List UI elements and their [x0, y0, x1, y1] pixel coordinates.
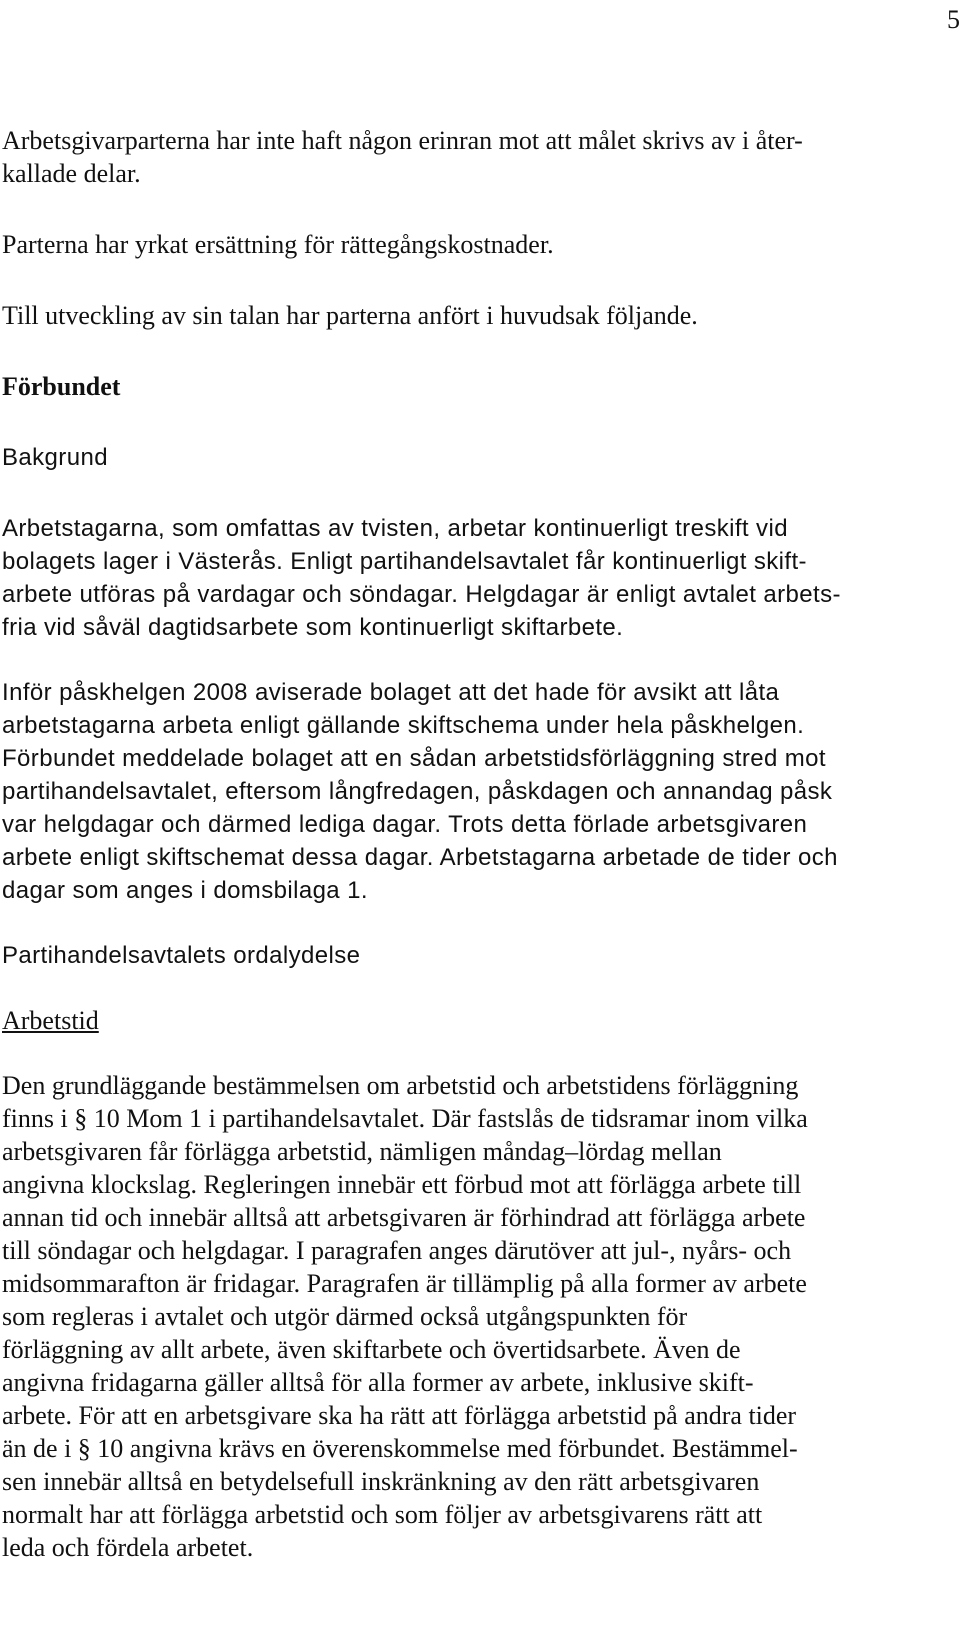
paragraph-withdrawal: Arbetsgivarparterna har inte haft någon erinran mot att målet skrivs av i åter- kallade delar.: [2, 126, 803, 188]
document-body: [0, 124, 960, 1564]
paragraph-working-time: Den grundläggande bestämmelsen om arbetstid och arbetstidens förläggning finns i § 10 Mom 1 i partihandelsavtalet. Där fastslås de tidsramar inom vilka arbetsgivaren får förlägga arbetstid, nämligen måndag–lördag mellan angivna klockslag. Regleringen innebär ett förbud mot att förlägga arbete till annan tid och innebär alltså att arbetsgivaren är förhindrad att förlägga arbete till söndagar och helgdagar. I paragrafen anges därutöver att jul-, nyårs- och midsommarafton är fridagar. Paragrafen är tillämplig på alla former av arbete som regleras i avtalet och utgör därmed också utgångspunkten för förläggning av allt arbete, även skiftarbete och övertidsarbete. Även de angivna fridagarna gäller alltså för alla former av arbete, inklusive skift- arbete. För att en arbetsgivare ska ha rätt att förlägga arbetstid på andra tider än de i § 10 angivna krävs en överenskommelse med förbundet. Bestämmel- sen innebär alltså en betydelsefull inskränkning av den rätt arbetsgivaren normalt har att förlägga arbetstid och som följer av arbetsgivarens rätt att leda och fördela arbetet.: [2, 1071, 808, 1562]
paragraph-easter: Inför påskhelgen 2008 aviserade bolaget att det hade för avsikt att låta arbetstagarna arbeta enligt gällande skiftschema under hela påskhelgen. Förbundet meddelade bolaget att en sådan arbetstidsförläggning stred mot partihandelsavtalet, eftersom långfredagen, påskdagen och annandag påsk var helgdagar och därmed lediga dagar. Trots detta förlade arbetsgivaren arbete enligt skiftschemat dessa dagar. Arbetstagarna arbetade de tider och dagar som anges i domsbilaga 1.: [2, 679, 838, 904]
heading-forbundet: Förbundet: [2, 372, 121, 401]
paragraph-background: Arbetstagarna, som omfattas av tvisten, arbetar kontinuerligt treskift vid bolagets lager i Västerås. Enligt partihandelsavtalet får kontinuerligt skift- arbete utföras på vardagar och söndagar. Helgdagar är enligt avtalet arbets- fria vid såväl dagtidsarbete som kontinuerligt skiftarbete.: [2, 515, 841, 641]
heading-ordalydelse: Partihandelsavtalets ordalydelse: [2, 942, 361, 969]
heading-bakgrund: Bakgrund: [2, 444, 108, 471]
paragraph-intro: Till utveckling av sin talan har parterna anfört i huvudsak följande.: [2, 301, 698, 330]
heading-arbetstid: Arbetstid: [2, 1006, 99, 1035]
page-number: 5: [947, 5, 960, 34]
paragraph-costs: Parterna har yrkat ersättning för rättegångskostnader.: [2, 230, 554, 259]
